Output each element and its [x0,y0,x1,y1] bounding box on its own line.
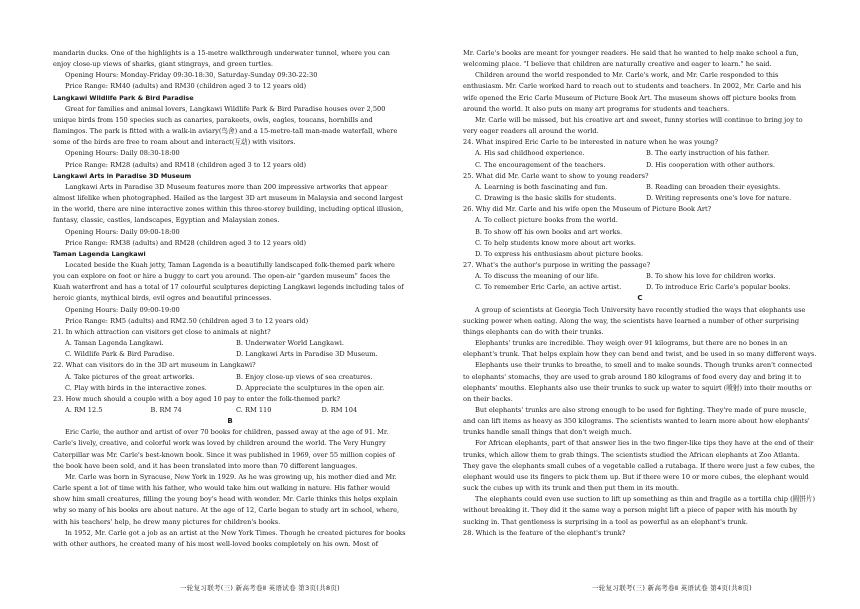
paragraph: Elephants' trunks are incredible. They weigh over 91 kilograms, but there are no bones in an elephant's trunk. That helps explain how they can bend and twist, and be used in so many different ways. [463,339,817,359]
option-b: B. Underwater World Langkawi. [236,339,344,348]
paragraph: But elephants' trunks are also strong enough to be used for fighting. They're made of pure muscle, and can lift items as heavy as 350 kilograms. The scientists wanted to learn more about how elephants' trunks handle small things that don't weigh much. [463,406,810,437]
question-21-options [53,349,407,360]
option-d: D. Appreciate the sculptures in the open air. [236,383,385,392]
option-c: C. To help students know more about art works. [475,238,636,247]
question-27-options [463,271,817,282]
paragraph: Children around the world responded to Mr. Carle's work, and Mr. Carle responded to this enthusiasm. Mr. Carle worked hard to reach out to students and teachers. In 2002, Mr. Carle and his wife opened the Eric Carle Museum of Picture Book Art. The museum shows off picture books from around the world. It also puts on many art programs for students and teachers. [463,71,802,113]
question-25: 25. What did Mr. Carle want to show to young readers? [463,171,649,180]
option-c: C. To remember Eric Carle, an active artist. [475,283,622,292]
paragraph: Elephants use their trunks to breathe, to smell and to make sounds. Though trunks aren't connected to elephants' stomachs, they are used to grab around 180 kilograms of food every day and bring it to elephants' mouths. Elephants also use their trunks to suck up water to squirt (喷射) into their mouths or on their backs. [463,361,813,403]
option-d: D. RM 104 [321,406,358,414]
question-25-options [463,193,817,204]
option-c: C. Play with birds in the interactive zones. [65,383,207,392]
question-21: 21. In which attraction can visitors get close to animals at night? [53,327,271,336]
paragraph: Mr. Carle was born in Syracuse, New York in 1929. As he was growing up, his mother died and Mr. Carle spent a lot of time with his father, who would take him out walking in nature. His father would show him small creatures, filling the young boy's head with wonder. Mr. Carle thinks this helps explain why so many of his books are about nature. At the age of 12, Carle began to study art in school, where, with his teachers' help, he drew many pictures for children's books. [53,472,400,526]
question-24-options [463,160,817,171]
option-a: A. To collect picture books from the world. [475,216,618,225]
option-a: A. Learning is both fascinating and fun. [475,182,608,191]
question-27: 27. What's the author's purpose in writing the passage? [463,260,651,269]
price-range: Price Range: RM38 (adults) and RM28 (children aged 3 to 12 years old) [65,238,307,247]
option-d: D. Langkawi Arts in Paradise 3D Museum. [236,350,378,359]
paragraph: For African elephants, part of that answer lies in the two finger-like tips they have at the end of their trunks, which allow them to grab things. The scientists studied the African elephants at Zoo Atlanta. They gave the elephants small cubes of a vegetable called a rutabaga. If there were just a few cubes, the elephant would use its fingers to pick them up. But if there were 10 or more cubes, the elephant would suck the cubes up with its trunk and then put them in its mouth. [463,439,815,493]
paragraph: Mr. Carle will be missed, but his creative art and sweet, funny stories will continue to bring joy to very eager readers all around the world. [463,115,803,136]
question-27-options [463,282,817,293]
page-footer-left: 一轮复习联考(三) 新高考卷Ⅱ 英语试卷 第3页(共8页) [180,584,341,592]
option-a: A. Take pictures of the great artworks. [65,372,195,381]
option-c: C. RM 110 [236,406,272,414]
option-c: C. Wildlife Park & Bird Paradise. [65,350,175,359]
option-d: D. To express his enthusiasm about picture books. [475,249,644,258]
opening-hours: Opening Hours: Daily 09:00-18:00 [65,227,180,236]
question-26: 26. Why did Mr. Carle and his wife open the Museum of Picture Book Art? [463,205,712,214]
question-23-options [53,405,407,416]
question-22-options [53,372,407,383]
option-a: A. Taman Lagenda Langkawi. [65,339,164,348]
option-b: B. RM 74 [150,406,182,414]
page-footer-right: 一轮复习联考(三) 新高考卷Ⅱ 英语试卷 第4页(共8页) [592,584,753,592]
option-a: A. To discuss the meaning of our life. [475,272,599,281]
option-a: A. RM 12.5 [65,406,103,414]
right-column [463,48,817,539]
paragraph: A group of scientists at Georgia Tech University have recently studied the ways that elephants use sucking power when eating. Along the way, the scientists have learned a number of other surprising things elephants can do with their trunks. [463,305,806,336]
paragraph: Located beside the Kuah jetty, Taman Lagenda is a beautifully landscaped folk-themed park where you can explore on foot or hire a buggy to cart you around. The open-air "garden museum" faces the Kuah waterfront and has a total of 17 colourful sculptures depicting Langkawi legends including tales of heroic giants, mythical birds, evil ogres and beautiful princesses. [53,260,404,303]
paragraph: In 1952, Mr. Carle got a job as an artist at the New York Times. Though he created pictures for books with other authors, he created many of his most well-loved books completely on his own. Most of [53,528,406,548]
question-22-options [53,383,407,394]
price-range: Price Range: RM40 (adults) and RM30 (children aged 3 to 12 years old) [65,82,307,91]
option-c: C. The encouragement of the teachers. [475,160,606,169]
paragraph: Langkawi Arts in Paradise 3D Museum features more than 200 impressive artworks that appear almost lifelike when photographed. Hailed as the largest 3D art museum in Malaysia and second largest in the world, there are nine interactive zones within this three-storey building, including optical illusion, fantasy, classic, castles, landscapes, Egyptian and Malaysian zones. [53,182,404,225]
question-25-options [463,182,817,193]
question-24-options [463,148,817,159]
section-b-heading: B [227,417,233,426]
paragraph: Eric Carle, the author and artist of over 70 books for children, passed away at the age of 91. Mr. Carle's lively, creative, and colorful work was loved by children around the world. The Very Hungry Caterpillar was Mr. Carle's best-known book. Since it was published in 1969, over 55 million copies of the book have been sold, and it has been translated into more than 70 different languages. [53,428,395,470]
heading-taman-lagenda: Taman Lagenda Langkawi [53,249,146,258]
option-d: D. To introduce Eric Carle's popular books. [646,283,791,292]
option-b: B. To show off his own books and art works. [475,227,623,236]
price-range: Price Range: RM5 (adults) and RM2.50 (children aged 3 to 12 years old) [65,316,309,325]
option-a: A. His sad childhood experience. [475,149,585,158]
paragraph: Mr. Carle's books are meant for younger readers. He said that he wanted to help make school a fun, welcoming place. "I believe that children are naturally creative and eager to learn." he said. [463,49,799,69]
paragraph: mandarin ducks. One of the highlights is a 15-metre walkthrough underwater tunnel, where you can enjoy close-up views of sharks, giant stingrays, and green turtles. [53,49,390,69]
option-b: B. Enjoy close-up views of sea creatures. [236,372,373,381]
option-d: D. Writing represents one's love for nature. [646,194,792,203]
heading-wildlife-park: Langkawi Wildlife Park & Bird Paradise [53,93,194,102]
option-c: C. Drawing is the basic skills for students. [475,194,617,203]
question-24: 24. What inspired Eric Carle to be interested in nature when he was young? [463,138,719,147]
option-b: B. To show his love for children works. [646,272,776,281]
question-23: 23. How much should a couple with a boy aged 10 pay to enter the folk-themed park? [53,394,341,403]
left-column [53,48,407,550]
opening-hours: Opening Hours: Daily 08:30-18:00 [65,149,180,158]
option-d: D. His cooperation with other authors. [646,160,775,169]
heading-3d-museum: Langkawi Arts in Paradise 3D Museum [53,171,192,180]
option-b: B. Reading can broaden their eyesights. [646,182,781,191]
option-b: B. The early instruction of his father. [646,149,770,158]
question-21-options [53,338,407,349]
paragraph: The elephants could even use suction to lift up something as thin and fragile as a tortilla chip (圆饼片) without breaking it. They did it the same way a person might lift a piece of paper with his mouth by sucking in. That gentleness is surprising in a tool as powerful as an elephant's trunk. [463,495,816,526]
section-c-heading: C [637,294,643,303]
paragraph: Great for families and animal lovers, Langkawi Wildlife Park & Bird Paradise houses over 2,500 unique birds from 150 species such as canaries, parakeets, owls, eagles, toucans, hornbills and flamingos. The park is fitted with a walk-in aviary(鸟舍) and a 15-metre-tall man-made waterfall, where some of the birds are free to roam about and interact(互动) with visitors. [53,104,398,147]
question-28: 28. Which is the feature of the elephant's trunk? [463,528,626,537]
question-22: 22. What can visitors do in the 3D art museum in Langkawi? [53,361,256,370]
price-range: Price Range: RM28 (adults) and RM18 (children aged 3 to 12 years old) [65,160,307,169]
opening-hours: Opening Hours: Monday-Friday 09:30-18:30, Saturday-Sunday 09:30-22:30 [65,71,318,80]
opening-hours: Opening Hours: Daily 09:00-19:00 [65,305,180,314]
